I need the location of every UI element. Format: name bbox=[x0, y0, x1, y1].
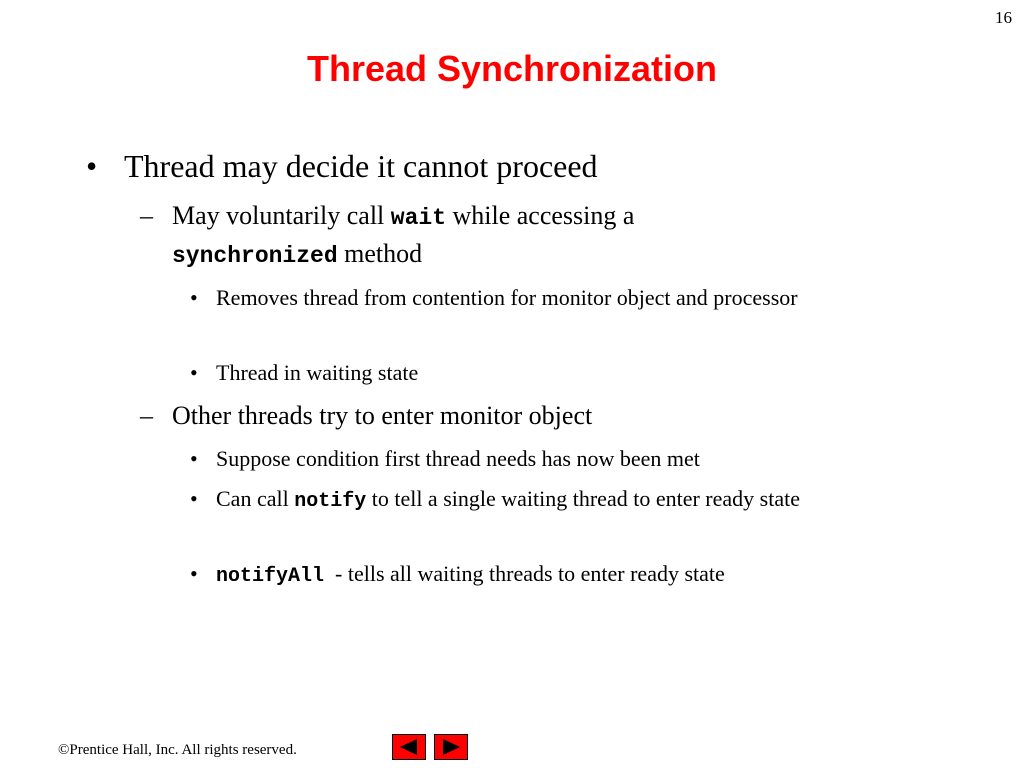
sub-sub-bullet-text: Suppose condition first thread needs has now been met bbox=[216, 446, 700, 471]
page-number: 16 bbox=[995, 8, 1012, 27]
sub-sub-bullet-text: Removes thread from contention for monitor object and processor bbox=[216, 285, 798, 310]
sub-bullet-text bbox=[172, 198, 792, 274]
code-synchronized: synchronized bbox=[172, 243, 338, 269]
bullet-marker: • bbox=[190, 561, 198, 586]
dash-marker: – bbox=[140, 401, 153, 430]
sub-sub-bullet-text: Thread in waiting state bbox=[216, 360, 419, 385]
bullet-marker: • bbox=[190, 446, 198, 471]
bullet-text: Thread may decide it cannot proceed bbox=[124, 148, 598, 184]
text-segment: - tells all waiting threads to enter ready state bbox=[324, 561, 725, 586]
bullet-marker: • bbox=[86, 148, 98, 184]
text-segment: while accessing a bbox=[446, 201, 635, 230]
copyright-text: Prentice Hall, Inc. All rights reserved. bbox=[69, 742, 297, 758]
bullet-marker: • bbox=[190, 486, 198, 511]
text-segment: method bbox=[337, 239, 423, 268]
sub-bullet-text: Other threads try to enter monitor object bbox=[172, 401, 593, 430]
bullet-marker: • bbox=[190, 285, 198, 310]
dash-marker: – bbox=[140, 201, 153, 230]
slide-title: Thread Synchronization bbox=[306, 48, 718, 89]
code-notifyall: notifyAll bbox=[216, 565, 325, 588]
text-segment: May voluntarily call bbox=[172, 201, 391, 230]
triangle-left-icon bbox=[393, 735, 425, 759]
text-segment: to tell a single waiting thread to enter ready state bbox=[366, 486, 800, 511]
next-slide-button[interactable] bbox=[434, 734, 468, 760]
code-notify: notify bbox=[294, 490, 367, 513]
copyright-symbol: © bbox=[58, 742, 70, 758]
code-wait: wait bbox=[390, 205, 446, 231]
copyright-footer bbox=[58, 742, 297, 759]
sub-sub-bullet-text bbox=[216, 557, 936, 594]
sub-sub-bullet-text bbox=[216, 482, 926, 519]
text-segment: Can call bbox=[216, 486, 295, 511]
bullet-marker: • bbox=[190, 360, 198, 385]
previous-slide-button[interactable] bbox=[392, 734, 426, 760]
triangle-right-icon bbox=[435, 735, 467, 759]
